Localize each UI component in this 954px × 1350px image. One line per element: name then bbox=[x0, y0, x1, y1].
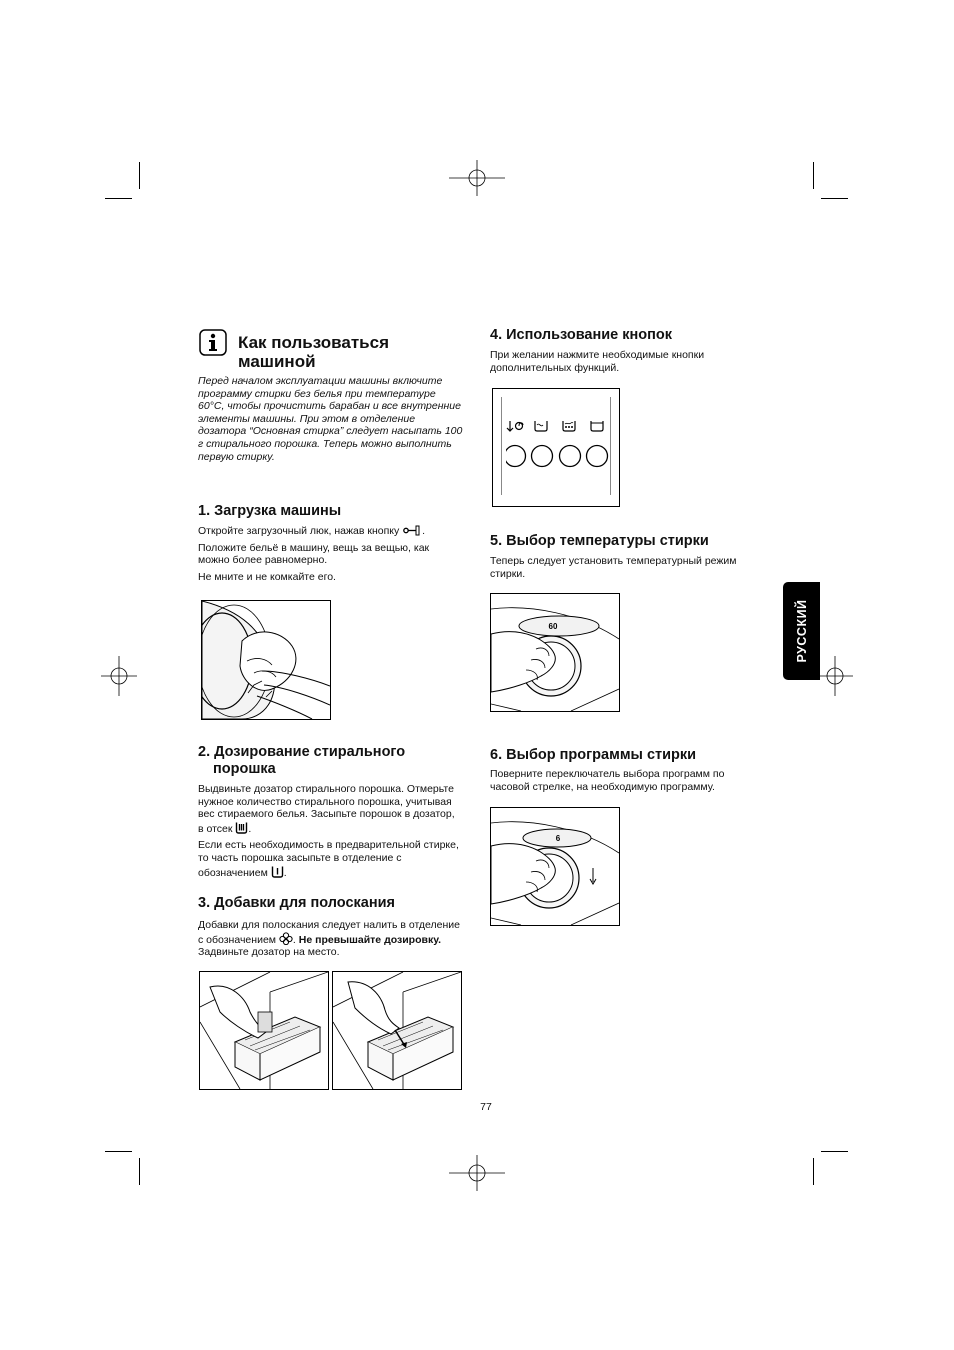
section-6-title: 6. Выбор программы стирки bbox=[490, 747, 697, 763]
section-5-title: 5. Выбор температуры стирки bbox=[490, 533, 709, 549]
spin-reduce-icon bbox=[507, 421, 523, 431]
crop-mark bbox=[821, 1151, 848, 1152]
section-2-title-line1: 2. Дозирование стирального bbox=[198, 744, 406, 760]
control-panel-buttons bbox=[492, 388, 620, 507]
crop-mark bbox=[139, 162, 140, 189]
section-1-p2: Положите бельё в машину, вещь за вещью, как можно более равномерно. bbox=[198, 541, 430, 567]
section-1-title: 1. Загрузка машины bbox=[198, 503, 342, 519]
section-2-p1: Выдвиньте дозатор стирального порошка. Отмерьте нужное количество стирального порошка, учитывая вес стираемого белья. Засыпьте порошок в дозатор, в отсек bbox=[198, 783, 455, 835]
crop-mark bbox=[105, 198, 132, 199]
crop-mark bbox=[813, 1158, 814, 1185]
section-5-text: Теперь следует установить температурный режим стирки. bbox=[490, 555, 737, 580]
section-2-p2: Если есть необходимость в предварительной стирке, то часть порошка засыпьте в отделение с обозначением bbox=[198, 839, 459, 879]
registration-mark-top bbox=[449, 160, 505, 196]
registration-mark-left bbox=[101, 656, 137, 696]
softener-flower-icon bbox=[279, 932, 293, 945]
section-6-text: Поверните переключатель выбора программ по часовой стрелке, на необходимую программу. bbox=[490, 768, 725, 793]
loading-illustration bbox=[201, 600, 331, 720]
registration-mark-bottom bbox=[449, 1155, 505, 1191]
soak-icon bbox=[563, 421, 575, 431]
section-1-text: Откройте загрузочный люк, нажав кнопку . Положите бельё в машину, вещь за вещью, как можно более равномерно. Не мните и не комкайте его. bbox=[198, 525, 463, 583]
section-4-title: 4. Использование кнопок bbox=[490, 327, 672, 343]
dispenser-illustration-1 bbox=[199, 971, 329, 1090]
section-3-title: 3. Добавки для полоскания bbox=[198, 895, 395, 911]
option-button-2 bbox=[532, 446, 553, 467]
section-3-p1a: Добавки для полоскания следует налить в отделение с обозначением bbox=[198, 919, 460, 946]
section-2-title bbox=[198, 744, 463, 778]
registration-mark-right bbox=[817, 656, 853, 696]
option-button-3 bbox=[560, 446, 581, 467]
temperature-dial-label: 60 bbox=[548, 622, 558, 631]
page-number: 77 bbox=[480, 1101, 492, 1113]
section-3-warning: Не превышайте дозировку. bbox=[298, 933, 442, 946]
crop-mark bbox=[821, 198, 848, 199]
main-wash-compartment-icon bbox=[235, 821, 248, 834]
prewash-compartment-icon bbox=[271, 865, 284, 878]
rinse-hold-icon bbox=[591, 421, 603, 431]
crop-mark bbox=[813, 162, 814, 189]
section-2-text: Выдвиньте дозатор стирального порошка. Отмерьте нужное количество стирального порошка, учитывая вес стираемого белья. Засыпьте порошок в дозатор, в отсек . Если есть необходимость в предварительной стирке, то часть порошка засыпьте в отделение с обозначением . bbox=[198, 783, 459, 879]
section-3-p1c: Задвиньте дозатор на место. bbox=[198, 946, 340, 959]
temperature-dial-illustration bbox=[490, 593, 620, 712]
section-3-text: Добавки для полоскания следует налить в отделение с обозначением . Не превышайте дозировку. Задвиньте дозатор на место. bbox=[198, 919, 460, 959]
language-tab-label: РУССКИЙ bbox=[794, 599, 809, 663]
info-icon bbox=[199, 329, 227, 356]
option-button-4 bbox=[587, 446, 608, 467]
section-1-p3: Не мните и не комкайте его. bbox=[198, 570, 336, 583]
option-button-1 bbox=[506, 446, 526, 467]
program-dial-illustration bbox=[490, 807, 620, 926]
section-2-title-line2: порошка bbox=[213, 761, 276, 777]
intro-text: Перед началом эксплуатации машины включите программу стирки без белья при температуре 60°C, чтобы прочистить барабан и все внутренние элементы машины. При этом в отделение дозатора “Основная стирка” следует насыпать 100 г стирального порошка. Теперь можно выполнить первую стирку. bbox=[198, 375, 463, 463]
section-1-p1: Откройте загрузочный люк, нажав кнопку bbox=[198, 525, 400, 537]
page-title: Как пользоваться машиной bbox=[238, 333, 389, 371]
crop-mark bbox=[139, 1158, 140, 1185]
dispenser-illustration-2 bbox=[332, 971, 462, 1090]
rotation-arrow-icon bbox=[590, 868, 596, 884]
door-key-icon bbox=[402, 525, 422, 536]
crop-mark bbox=[105, 1151, 132, 1152]
prewash-button-icon bbox=[535, 421, 547, 431]
section-4-text: При желании нажмите необходимые кнопки дополнительных функций. bbox=[490, 349, 705, 374]
language-tab bbox=[783, 582, 820, 680]
program-dial-label: 6 bbox=[555, 834, 561, 843]
